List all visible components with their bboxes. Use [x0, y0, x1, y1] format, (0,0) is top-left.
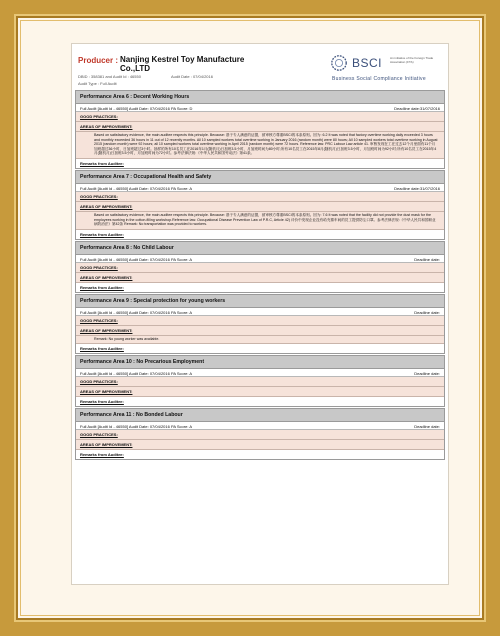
audit-ids	[78, 74, 213, 79]
deadline-text: Deadline date:31/07/2016	[394, 106, 440, 111]
areas-of-improvement-label: AREAS OF IMPROVEMENT:	[76, 440, 444, 450]
audit-info-text: Full Audit [Audit Id - 46550] Audit Date: 07/04/2016 PA Score: A	[80, 424, 192, 430]
audit-info-row	[76, 104, 444, 112]
performance-area-section	[75, 408, 445, 460]
good-practices-label: GOOD PRACTICES:	[76, 192, 444, 202]
audit-info-row	[76, 369, 444, 377]
deadline-text: Deadline date:	[414, 424, 440, 430]
areas-of-improvement-label: AREAS OF IMPROVEMENT:	[76, 202, 444, 212]
deadline-text: Deadline date:	[414, 256, 440, 262]
bsci-initiative-text: Business Social Compliance Initiative	[332, 76, 426, 82]
good-practices-label: GOOD PRACTICES:	[76, 430, 444, 440]
areas-of-improvement-label: AREAS OF IMPROVEMENT:	[76, 326, 444, 336]
audit-info-row	[76, 308, 444, 316]
bsci-logo	[330, 54, 440, 88]
audit-info-text: Full Audit [Audit Id - 46550] Audit Date: 07/04/2016 PA Score: A	[80, 371, 192, 377]
producer-name: Nanjing Kestrel Toy Manufacture Co.,LTD	[120, 55, 245, 73]
audit-report-page	[72, 44, 448, 584]
dbid-text: DBID : 358381 and Audit Id : 46550	[78, 74, 141, 79]
remarks-label: Remarks from Auditee:	[76, 397, 444, 406]
performance-area-title: Performance Area 6 : Decent Working Hours	[76, 91, 444, 104]
good-practices-label: GOOD PRACTICES:	[76, 316, 444, 326]
improvement-text: Based on satisfactory evidence, the main auditee respects this principle. Because: 基于专人满意的证据，被审核方尊重BSCI的本条原则。因为: 6.2 It was noted that factory overtime working daily exceeded 3 hours and monthly exceeded 36 hours in 11 out of 12 recently months. All 10 sampled workers total overtime working in January 2016 (random month) were 80 hours; All 10 sampled workers total overtime working in August 2015 (random month) were 92 hours; all 10 sampled workers total overtime working in April 2015 (random month) were 72 hours. Reference law: PRC Labour Law article 41. 审核发现在工在过去12个月里面有11个月加班超过36小时，日加班超过3小时。抽样的所有10名员工在2016年1月(随机月)日加班3.5小时，月加班时间为80小时;所有10名员工在2015年8月(随机月)日加班3.5小时，月加班时间为92小时;所有10名员工在2015年4月(随机月)日加班3.5小时，月加班时间为72小时。参考法律法规:《中华人民共和国劳动法》第41条。	[76, 132, 444, 159]
bsci-tagline: An initiative of the Foreign Trade Association (FTA)	[390, 56, 434, 64]
areas-of-improvement-label: AREAS OF IMPROVEMENT:	[76, 122, 444, 132]
audit-info-text: Full Audit [Audit Id - 46550] Audit Date: 07/04/2016 PA Score: A	[80, 309, 192, 315]
performance-area-section	[75, 294, 445, 355]
performance-area-section	[75, 241, 445, 293]
audit-info-row	[76, 184, 444, 192]
bsci-wordmark: BSCI	[352, 56, 383, 70]
good-practices-label: GOOD PRACTICES:	[76, 263, 444, 273]
performance-area-title: Performance Area 7 : Occupational Health and Safety	[76, 171, 444, 184]
producer-label: Producer :	[78, 56, 119, 65]
performance-area-title: Performance Area 8 : No Child Labour	[76, 242, 444, 255]
performance-area-section	[75, 90, 445, 169]
audit-info-row	[76, 422, 444, 430]
remarks-label: Remarks from Auditee:	[76, 450, 444, 459]
performance-areas	[72, 90, 448, 460]
deadline-text: Deadline date:	[414, 309, 440, 315]
performance-area-title: Performance Area 9 : Special protection for young workers	[76, 295, 444, 308]
audit-type-text: Audit Type : Full Audit	[78, 81, 117, 86]
report-header	[72, 44, 448, 90]
remarks-label: Remarks from Auditee:	[76, 230, 444, 239]
improvement-text: Remark: No young worker was available.	[76, 336, 444, 345]
audit-info-row	[76, 255, 444, 263]
audit-date-text: Audit Date : 07/04/2016	[170, 74, 213, 79]
areas-of-improvement-label: AREAS OF IMPROVEMENT:	[76, 387, 444, 397]
improvement-text: Based on satisfactory evidence, the main auditee respects this principle. Because: 基于专人满意的证据，被审核方尊重BSCI的本条原则。因为: 7.6 It was noted that the facility did not provide the dust mask for the employees working in the cotton-filling workshop.Reference law: Occupational Disease Prevention Law of P.R.C, Article 42) 评价中发现企业没有给充棉车间的员工提供防尘口罩。参考法律法规:《中华人民共和国职业病防治法》第42条 Remark: No transportation was provided to workers.	[76, 212, 444, 230]
performance-area-title: Performance Area 10 : No Precarious Employment	[76, 356, 444, 369]
remarks-label: Remarks from Auditee:	[76, 344, 444, 353]
performance-area-section	[75, 170, 445, 240]
bsci-globe-icon	[330, 54, 348, 72]
remarks-label: Remarks from Auditee:	[76, 159, 444, 168]
good-practices-label: GOOD PRACTICES:	[76, 112, 444, 122]
areas-of-improvement-label: AREAS OF IMPROVEMENT:	[76, 273, 444, 283]
good-practices-label: GOOD PRACTICES:	[76, 377, 444, 387]
deadline-text: Deadline date:	[414, 371, 440, 377]
audit-info-text: Full Audit [Audit Id - 46550] Audit Date: 07/04/2016 PA Score: A	[80, 256, 192, 262]
performance-area-title: Performance Area 11 : No Bonded Labour	[76, 409, 444, 422]
remarks-label: Remarks from Auditee:	[76, 283, 444, 292]
audit-info-text: Full Audit [Audit Id - 46550] Audit Date: 07/04/2016 PA Score: A	[80, 185, 192, 191]
audit-info-text: Full Audit [Audit Id - 46550] Audit Date: 07/04/2016 PA Score: D	[80, 106, 193, 111]
performance-area-section	[75, 355, 445, 407]
deadline-text: Deadline date:31/07/2016	[394, 185, 440, 191]
